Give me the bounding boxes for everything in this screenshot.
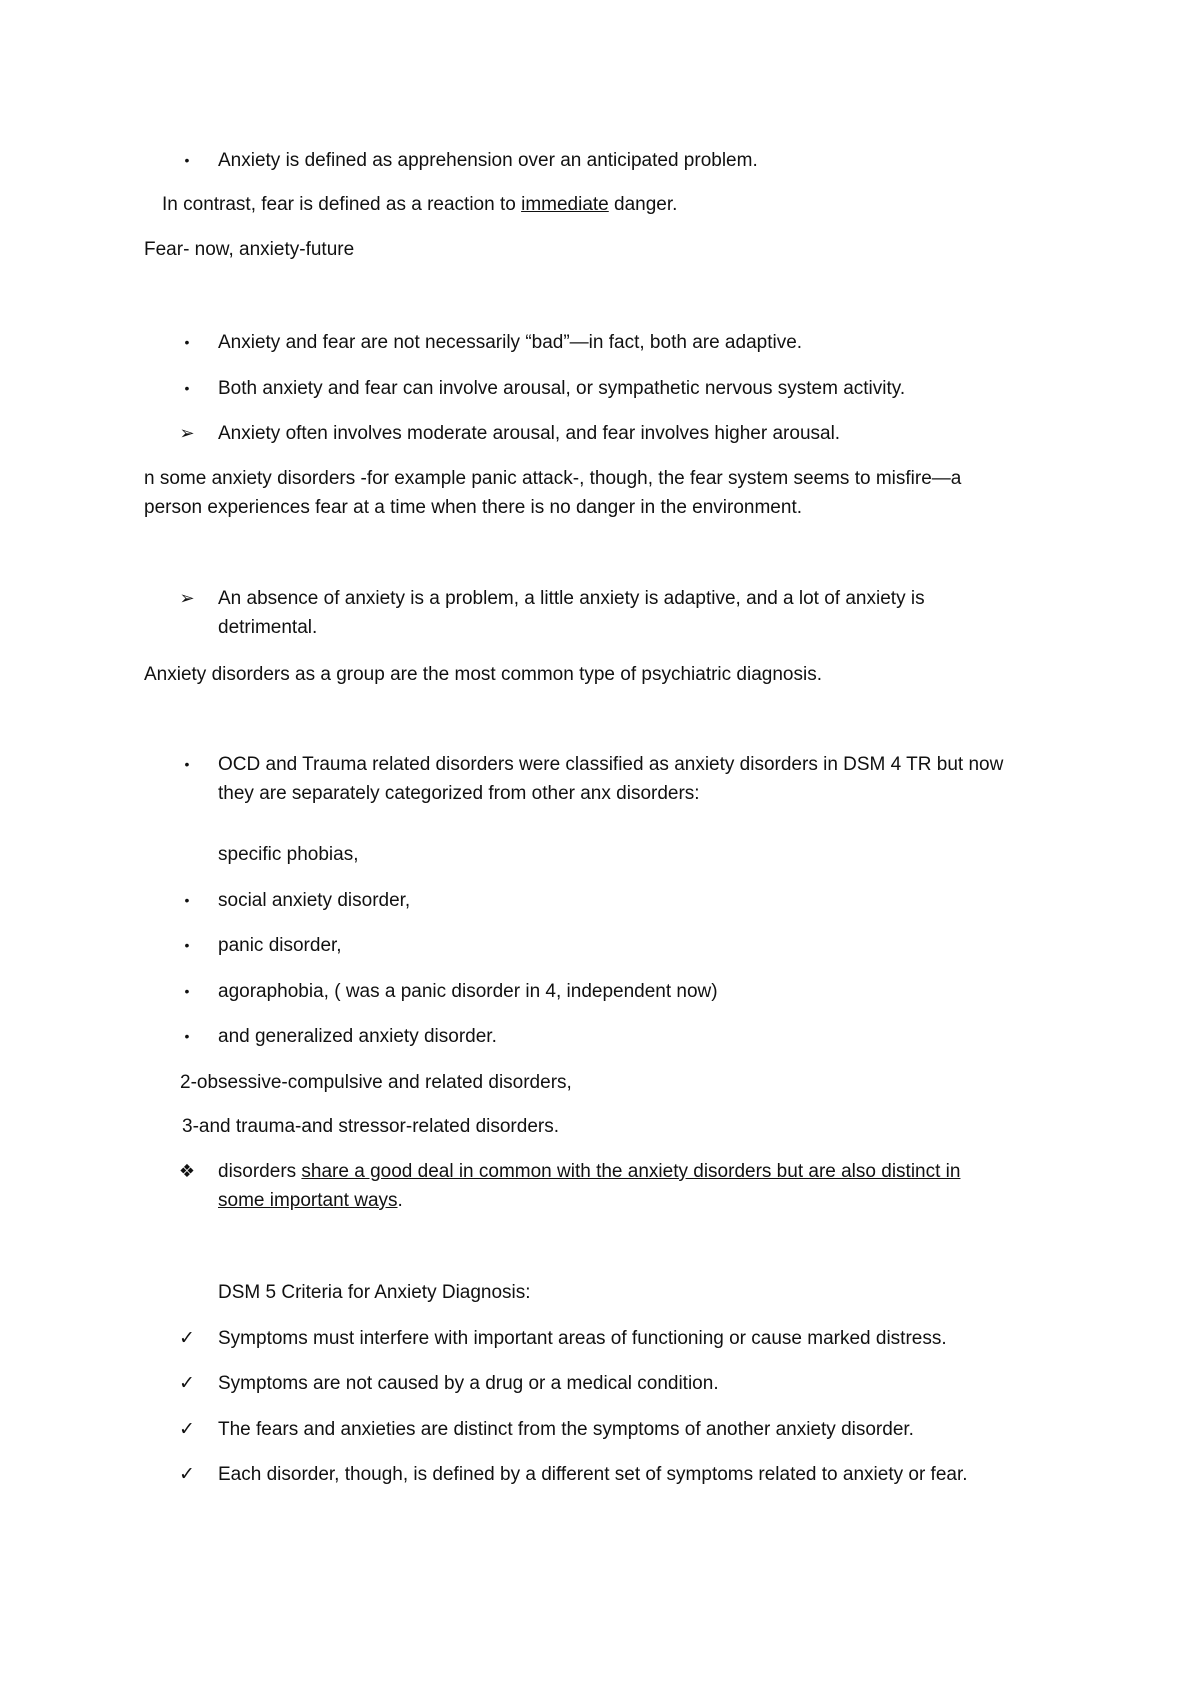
bullet-icon: • (184, 1028, 190, 1044)
text-line: they are separately categorized from other anx disorders: (218, 783, 700, 804)
underlined-text: immediate (521, 194, 609, 215)
text-segment: danger. (608, 194, 678, 215)
text-line: Anxiety and fear are not necessarily “bad”—in fact, both are adaptive. (218, 332, 803, 353)
checkmark-icon: ✓ (179, 1464, 195, 1485)
text-line: 2-obsessive-compulsive and related disorders, (180, 1072, 572, 1093)
text-line: agoraphobia, ( was a panic disorder in 4, independent now) (218, 981, 718, 1002)
text-line: n some anxiety disorders -for example panic attack-, though, the fear system seems to misfire—a (144, 468, 962, 489)
bullet-icon: • (184, 937, 190, 953)
text-segment: disorders (218, 1161, 302, 1182)
checkmark-icon: ✓ (179, 1373, 195, 1394)
text-line: and generalized anxiety disorder. (218, 1026, 497, 1047)
text-line: specific phobias, (218, 844, 359, 865)
text-line: Anxiety is defined as apprehension over an anticipated problem. (218, 150, 758, 171)
text-line: Fear- now, anxiety-future (144, 239, 355, 260)
text-line (162, 190, 677, 219)
text-line: panic disorder, (218, 935, 342, 956)
diamond-bullet-icon: ❖ (178, 1161, 196, 1181)
text-line (218, 1157, 960, 1186)
checkmark-icon: ✓ (179, 1328, 195, 1349)
underlined-text: share a good deal in common with the anxiety disorders but are also distinct in (301, 1161, 961, 1182)
text-line: OCD and Trauma related disorders were classified as anxiety disorders in DSM 4 TR but now (218, 754, 1004, 775)
text-segment: In contrast, fear is defined as a reaction to (162, 194, 522, 215)
text-line: Each disorder, though, is defined by a different set of symptoms related to anxiety or fear. (218, 1464, 968, 1485)
text-line: Symptoms must interfere with important areas of functioning or cause marked distress. (218, 1328, 947, 1349)
text-line (218, 1186, 403, 1215)
bullet-icon: • (184, 756, 190, 772)
text-line: Anxiety often involves moderate arousal, and fear involves higher arousal. (218, 423, 841, 444)
text-line: The fears and anxieties are distinct from the symptoms of another anxiety disorder. (218, 1419, 914, 1440)
underlined-text: some important ways (218, 1190, 398, 1211)
bullet-icon: • (184, 152, 190, 168)
text-line: social anxiety disorder, (218, 890, 411, 911)
section-heading: DSM 5 Criteria for Anxiety Diagnosis: (218, 1282, 531, 1303)
text-line: Symptoms are not caused by a drug or a medical condition. (218, 1373, 719, 1394)
arrow-bullet-icon: ➢ (179, 423, 195, 443)
bullet-icon: • (184, 892, 190, 908)
bullet-icon: • (184, 983, 190, 999)
text-line: Both anxiety and fear can involve arousal, or sympathetic nervous system activity. (218, 378, 906, 399)
arrow-bullet-icon: ➢ (179, 588, 195, 608)
text-line: 3-and trauma-and stressor-related disorders. (182, 1116, 560, 1137)
bullet-icon: • (184, 380, 190, 396)
bullet-icon: • (184, 334, 190, 350)
checkmark-icon: ✓ (179, 1419, 195, 1440)
text-segment: . (397, 1190, 403, 1211)
text-line: detrimental. (218, 617, 318, 638)
text-line: An absence of anxiety is a problem, a little anxiety is adaptive, and a lot of anxiety is (218, 588, 925, 609)
text-line: Anxiety disorders as a group are the most common type of psychiatric diagnosis. (144, 664, 822, 685)
text-line: person experiences fear at a time when there is no danger in the environment. (144, 497, 802, 518)
